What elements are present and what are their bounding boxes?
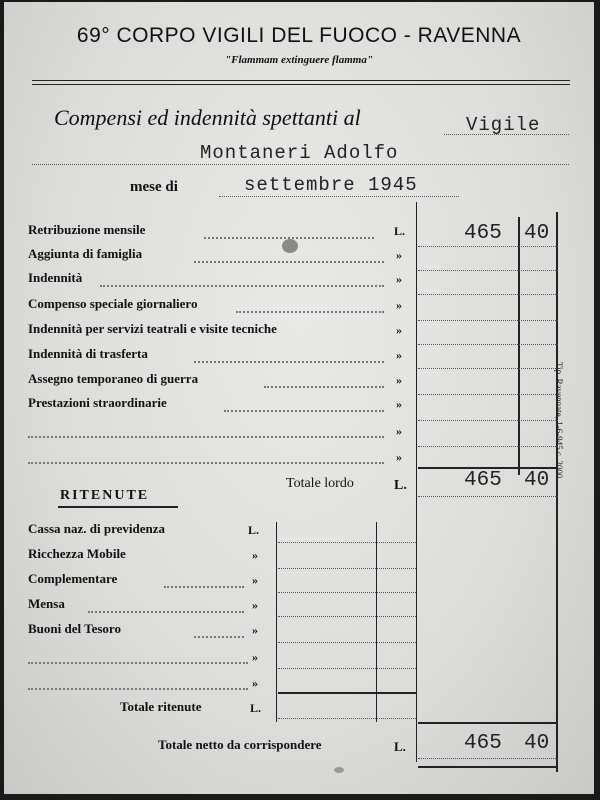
title-underline — [58, 506, 178, 508]
gross-total-lire: 465 — [464, 469, 502, 492]
salary-lire: 465 — [464, 222, 502, 245]
earning-symbol: » — [396, 450, 402, 464]
earning-label: Indennità di trasferta — [28, 346, 148, 361]
deduction-label: Buoni del Tesoro — [28, 621, 121, 636]
earning-label: Indennità — [28, 270, 83, 285]
earning-label: Retribuzione mensile — [28, 222, 146, 237]
earning-symbol: » — [396, 373, 402, 387]
deduction-label: Complementare — [28, 571, 118, 586]
deduction-label: Mensa — [28, 596, 65, 611]
column-divider — [518, 217, 520, 475]
leader-line — [88, 611, 244, 613]
amount-row-line — [418, 446, 558, 447]
earning-symbol: » — [396, 298, 402, 312]
leader-line — [164, 586, 244, 588]
earning-symbol: » — [396, 397, 402, 411]
earning-symbol: » — [396, 323, 402, 337]
leader-line — [28, 688, 248, 690]
amount-row-line — [418, 344, 558, 345]
amount-row-line — [418, 394, 558, 395]
column-divider — [276, 522, 277, 722]
deduction-symbol: » — [252, 676, 258, 690]
deduction-label: Cassa naz. di previdenza — [28, 521, 165, 536]
earning-symbol: L. — [394, 224, 406, 238]
leader-line — [194, 636, 244, 638]
earning-symbol: » — [396, 248, 402, 262]
gross-total-cents: 40 — [524, 469, 550, 492]
gross-total-label: Totale lordo — [286, 476, 354, 491]
deduction-row-line — [278, 542, 416, 543]
net-total-cents: 40 — [524, 732, 550, 755]
amount-row-line — [418, 320, 558, 321]
leader-line — [100, 285, 384, 287]
month-line — [219, 196, 459, 197]
total-rule — [418, 722, 558, 724]
header-rule — [32, 80, 570, 81]
leader-line — [264, 386, 384, 388]
earning-label: Prestazioni straordinarie — [28, 395, 167, 410]
amount-row-line — [418, 420, 558, 421]
leader-line — [194, 261, 384, 263]
amount-row-line — [418, 368, 558, 369]
printer-imprint: Tip. Ravennate, 1-6-945 c. 2000 — [554, 362, 564, 479]
deduction-row-line — [278, 668, 416, 669]
amount-row-line — [418, 496, 558, 497]
month-value: settembre 1945 — [244, 174, 418, 196]
total-rule — [278, 692, 416, 694]
leader-line — [28, 662, 248, 664]
header-motto: "Flammam extinguere flamma" — [225, 54, 373, 66]
deduction-row-line — [278, 592, 416, 593]
deduction-row-line — [278, 718, 416, 719]
net-total-rule — [418, 766, 558, 768]
amount-row-line — [418, 270, 558, 271]
earning-label: Compenso speciale giornaliero — [28, 296, 198, 311]
gross-total-symbol: L. — [394, 478, 407, 493]
deduction-symbol: L. — [248, 523, 260, 537]
deduction-row-line — [278, 642, 416, 643]
leader-line — [194, 361, 384, 363]
name-line — [32, 164, 569, 165]
amount-row-line — [418, 246, 558, 247]
deductions-title: RITENUTE — [60, 488, 150, 503]
leader-line — [28, 462, 384, 464]
leader-line — [236, 311, 384, 313]
net-total-symbol: L. — [394, 739, 406, 754]
deduction-symbol: » — [252, 650, 258, 664]
column-divider — [416, 202, 417, 762]
deduction-row-line — [278, 616, 416, 617]
deduction-symbol: » — [252, 623, 258, 637]
ink-stain — [282, 239, 298, 253]
ink-stain — [334, 767, 344, 773]
earning-symbol: » — [396, 272, 402, 286]
rank-line — [444, 134, 569, 135]
header-rule — [32, 84, 570, 85]
earning-label: Aggiunta di famiglia — [28, 246, 143, 261]
month-label: mese di — [130, 179, 178, 195]
earning-symbol: » — [396, 348, 402, 362]
amount-row-line — [418, 294, 558, 295]
earning-symbol: » — [396, 424, 402, 438]
employee-name: Montaneri Adolfo — [200, 142, 399, 164]
rank-value: Vigile — [466, 114, 541, 136]
leader-line — [28, 436, 384, 438]
deduction-symbol: » — [252, 573, 258, 587]
earning-label: Assegno temporaneo di guerra — [28, 371, 199, 386]
net-total-lire: 465 — [464, 732, 502, 755]
deduction-symbol: » — [252, 548, 258, 562]
earning-label: Indennità per servizi teatrali e visite tecniche — [28, 321, 277, 336]
salary-cents: 40 — [524, 222, 550, 245]
net-total-label: Totale netto da corrispondere — [158, 737, 322, 752]
deduction-symbol: » — [252, 598, 258, 612]
deduction-row-line — [278, 568, 416, 569]
deductions-total-symbol: L. — [250, 701, 262, 715]
leader-line — [204, 237, 374, 239]
deduction-label: Ricchezza Mobile — [28, 546, 126, 561]
deductions-total-label: Totale ritenute — [120, 699, 202, 714]
pay-slip — [4, 2, 594, 794]
intro-label: Compensi ed indennità spettanti al — [54, 105, 361, 130]
header-title: 69° CORPO VIGILI DEL FUOCO - RAVENNA — [76, 24, 522, 47]
net-total-rule — [418, 758, 558, 759]
leader-line — [224, 410, 384, 412]
